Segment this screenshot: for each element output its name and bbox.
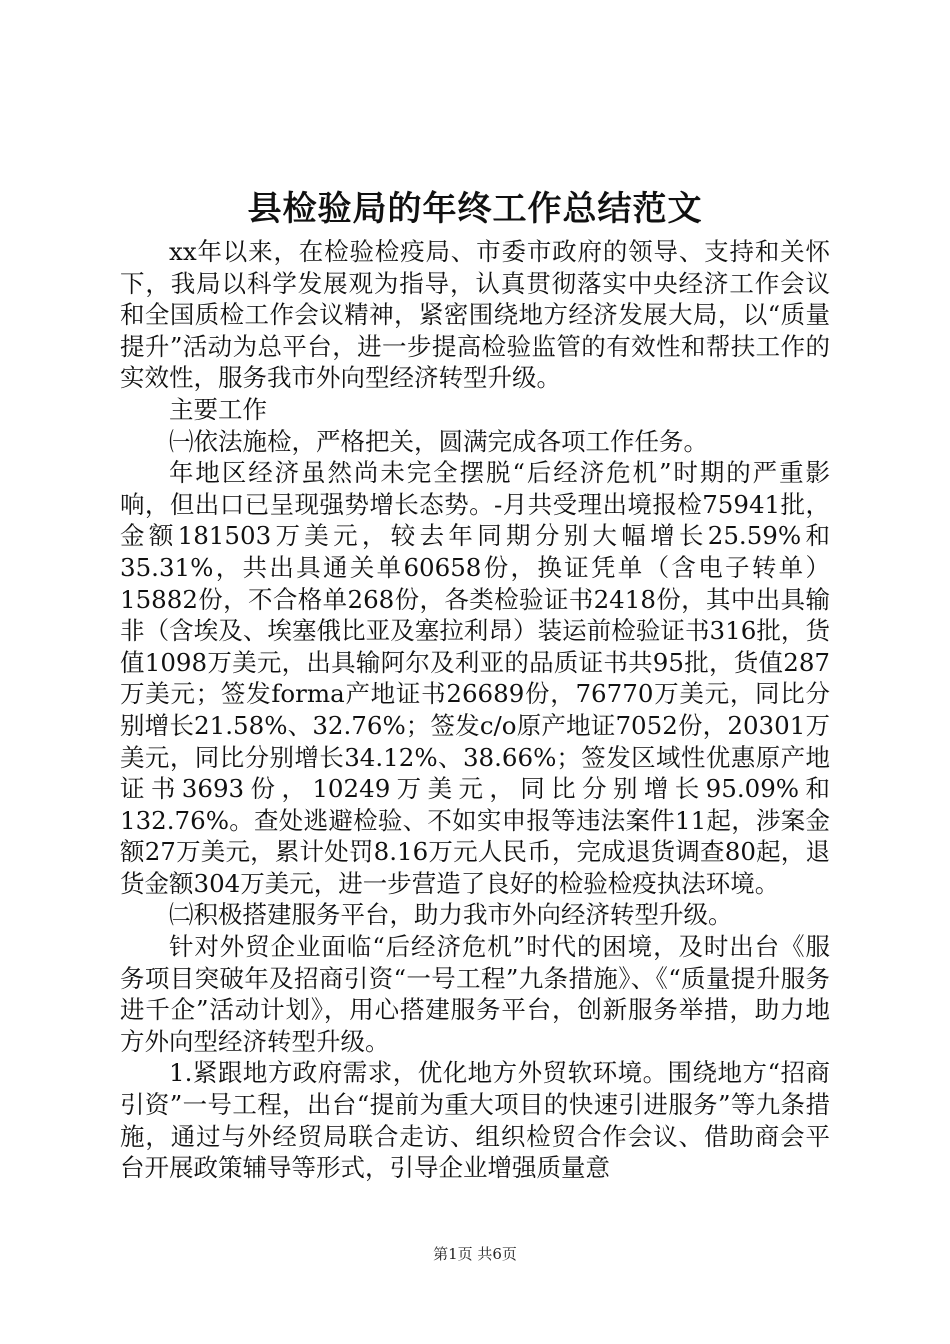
page-number-footer: 第1页 共6页 [433,1245,517,1263]
paragraph-intro: xx年以来，在检验检疫局、市委市政府的领导、支持和关怀下，我局以科学发展观为指导，认真贯彻落实中央经济工作会议和全国质检工作会议精神，紧密围绕地方经济发展大局，以“质量提升”活动为总平台，进一步提高检验监管的有效性和帮扶工作的实效性，服务我市外向型经济转型升级。 [120,237,830,393]
subsection-heading-2: ㈡积极搭建服务平台，助力我市外向经济转型升级。 [169,900,733,930]
document-title: 县检验局的年终工作总结范文 [247,189,703,229]
paragraph-statistics: 年地区经济虽然尚未完全摆脱“后经济危机”时期的严重影响，但出口已呈现强势增长态势。-月共受理出境报检75941批，金额181503万美元，较去年同期分别大幅增长25.59%和35.31%，共出具通关单60658份，换证凭单（含电子转单）15882份，不合格单268份，各类检验证书2418份，其中出具输非（含埃及、埃塞俄比亚及塞拉利昂）装运前检验证书316批，货值1098万美元，出具输阿尔及利亚的品质证书共95批，货值287万美元；签发forma产地证书26689份，76770万美元，同比分别增长21.58%、32.76%；签发c/o原产地证7052份，20301万美元，同比分别增长34.12%、38.66%；签发区域性优惠原产地证书3693份，10249万美元，同比分别增长95.09%和132.76%。查处逃避检验、不如实申报等违法案件11起，涉案金额27万美元，累计处罚8.16万元人民币，完成退货调查80起，退货金额304万美元，进一步营造了良好的检验检疫执法环境。 [120,458,830,898]
paragraph-item-1: 1.紧跟地方政府需求，优化地方外贸软环境。围绕地方“招商引资”一号工程，出台“提前为重大项目的快速引进服务”等九条措施，通过与外经贸局联合走访、组织检贸合作会议、借助商会平台开展政策辅导等形式，引导企业增强质量意 [120,1058,830,1183]
section-heading-main-work: 主要工作 [169,394,267,424]
document-body [120,236,830,1184]
subsection-heading-1: ㈠依法施检，严格把关，圆满完成各项工作任务。 [169,426,708,456]
paragraph-service-platform: 针对外贸企业面临“后经济危机”时代的困境，及时出台《服务项目突破年及招商引资“一号工程”九条措施》、《“质量提升服务进千企”活动计划》，用心搭建服务平台，创新服务举措，助力地方外向型经济转型升级。 [120,932,830,1056]
